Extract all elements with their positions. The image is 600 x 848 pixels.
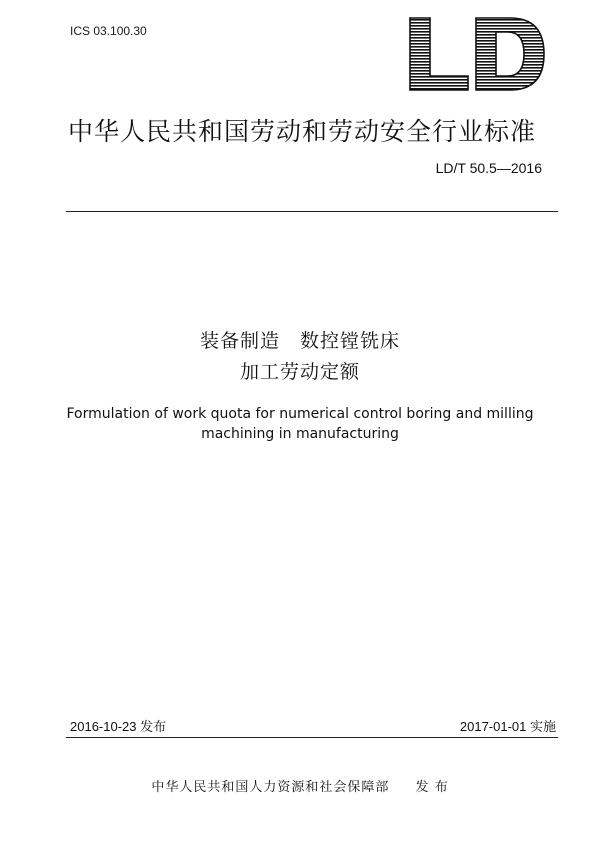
title-english: Formulation of work quota for numerical control boring and milling machining in manufacturing xyxy=(66,406,534,442)
title-chinese-part1: 装备制造 xyxy=(199,330,280,352)
top-divider xyxy=(66,211,558,212)
ics-code: ICS 03.100.30 xyxy=(70,24,147,38)
title-chinese-part2: 数控镗铣床 xyxy=(300,330,401,352)
issuer-name: 中华人民共和国人力资源和社会保障部 xyxy=(151,780,390,795)
implementation-date: 2017-01-01 实施 xyxy=(459,719,556,734)
title-chinese-line1 xyxy=(0,326,600,353)
issuing-standard-category: 中华人民共和国劳动和劳动安全行业标准 xyxy=(68,117,537,146)
standard-code: LD/T 50.5—2016 xyxy=(435,160,542,176)
ld-logo xyxy=(404,4,554,96)
issue-date: 2016-10-23 发布 xyxy=(70,719,167,734)
bottom-divider xyxy=(66,737,558,738)
issuer-line xyxy=(0,776,600,795)
issuer-action: 发 布 xyxy=(415,780,449,795)
title-chinese-line2: 加工劳动定额 xyxy=(239,361,360,383)
